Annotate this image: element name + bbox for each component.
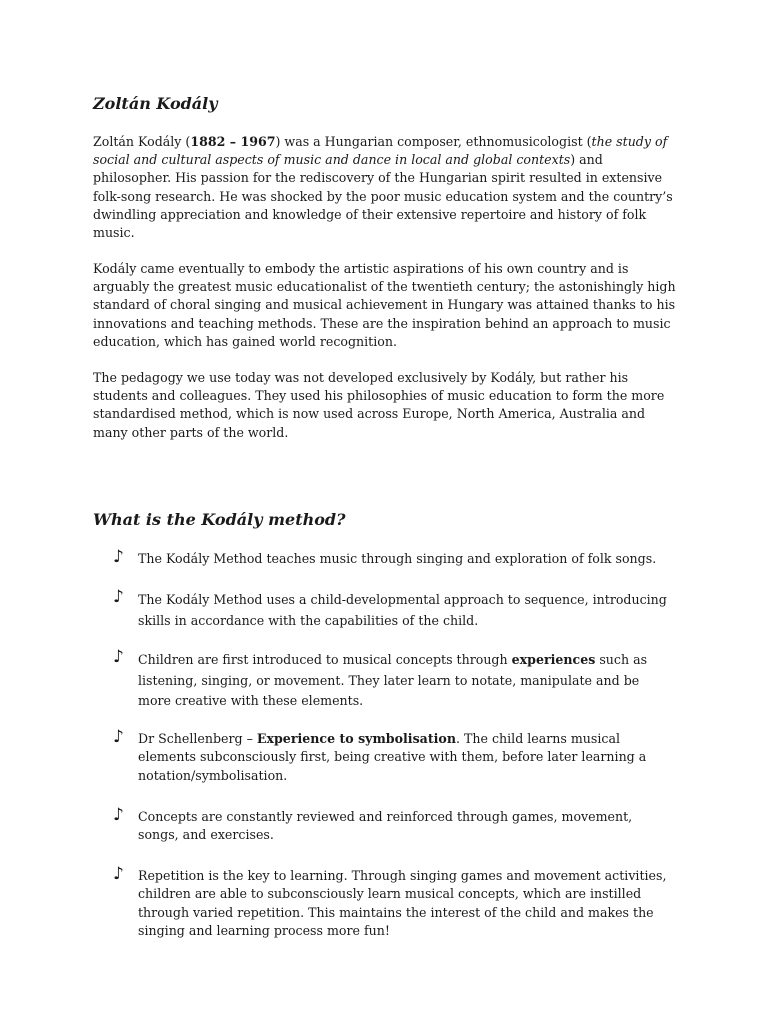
music-note-icon: ♪: [113, 587, 124, 607]
paragraph-intro-text-2: ) was a Hungarian composer, ethnomusicologist (: [275, 134, 592, 149]
paragraph-legacy: Kodály came eventually to embody the artistic aspirations of his own country and is arguably the greatest music educationalist of the twentieth century; the astonishingly high standard of choral singing and musical achievement in Hungary was attained thanks to his innovations and teaching methods. These are the inspiration behind an approach to music education, which has gained world recognition.: [93, 261, 676, 349]
music-note-icon: ♪: [113, 727, 124, 747]
list-item-emphasis: Experience to symbolisation: [256, 731, 456, 746]
list-item-text-1: Dr Schellenberg –: [138, 731, 257, 746]
section-title-method: What is the Kodály method?: [93, 510, 346, 529]
page-title: Zoltán Kodály: [93, 94, 218, 113]
music-note-icon: ♪: [113, 647, 124, 667]
paragraph-intro: [93, 133, 678, 242]
music-note-icon: ♪: [113, 805, 124, 825]
list-item-text-2: such as listening, singing, or movement. They later learn to notate, manipulate and be more creative with these elements.: [138, 652, 648, 708]
paragraph-pedagogy: The pedagogy we use today was not developed exclusively by Kodály, but rather his students and colleagues. They used his philosophies of music education to form the more standardised method, which is now used across Europe, North America, Australia and many other parts of the world.: [93, 370, 665, 440]
paragraph-intro-definition: the study of social and cultural aspects of music and dance in local and global contexts: [93, 134, 668, 168]
music-note-icon: ♪: [113, 547, 124, 567]
paragraph-intro-text-1: Zoltán Kodály (: [93, 134, 191, 149]
music-note-icon: ♪: [113, 864, 124, 884]
list-item-text: The Kodály Method teaches music through singing and exploration of folk songs.: [138, 551, 657, 566]
list-item-text: The Kodály Method uses a child-developmental approach to sequence, introducing skills in accordance with the capabilities of the child.: [138, 592, 667, 628]
paragraph-intro-dates: 1882 – 1967: [190, 134, 276, 149]
list-item-emphasis: experiences: [511, 652, 596, 667]
list-item-text: [138, 730, 676, 785]
paragraph-intro-text-3: ) and philosopher. His passion for the rediscovery of the Hungarian spirit resulted in extensive folk-song research. He was shocked by the poor music education system and the country’s dwindling appreciation and knowledge of their extensive repertoire and history of folk music.: [93, 152, 673, 241]
list-item-text: Repetition is the key to learning. Through singing games and movement activities, children are able to subconsciously learn musical concepts, which are instilled through varied repetition. This maintains the interest of the child and makes the singing and learning process more fun!: [138, 868, 667, 939]
list-item-text-1: Children are first introduced to musical concepts through: [138, 652, 512, 667]
list-item-text-2: . The child learns musical elements subconsciously first, being creative with them, before later learning a notation/symbolisation.: [138, 731, 647, 783]
list-item-text: Concepts are constantly reviewed and reinforced through games, movement, songs, and exercises.: [138, 809, 633, 843]
list-item-text: [138, 650, 676, 712]
